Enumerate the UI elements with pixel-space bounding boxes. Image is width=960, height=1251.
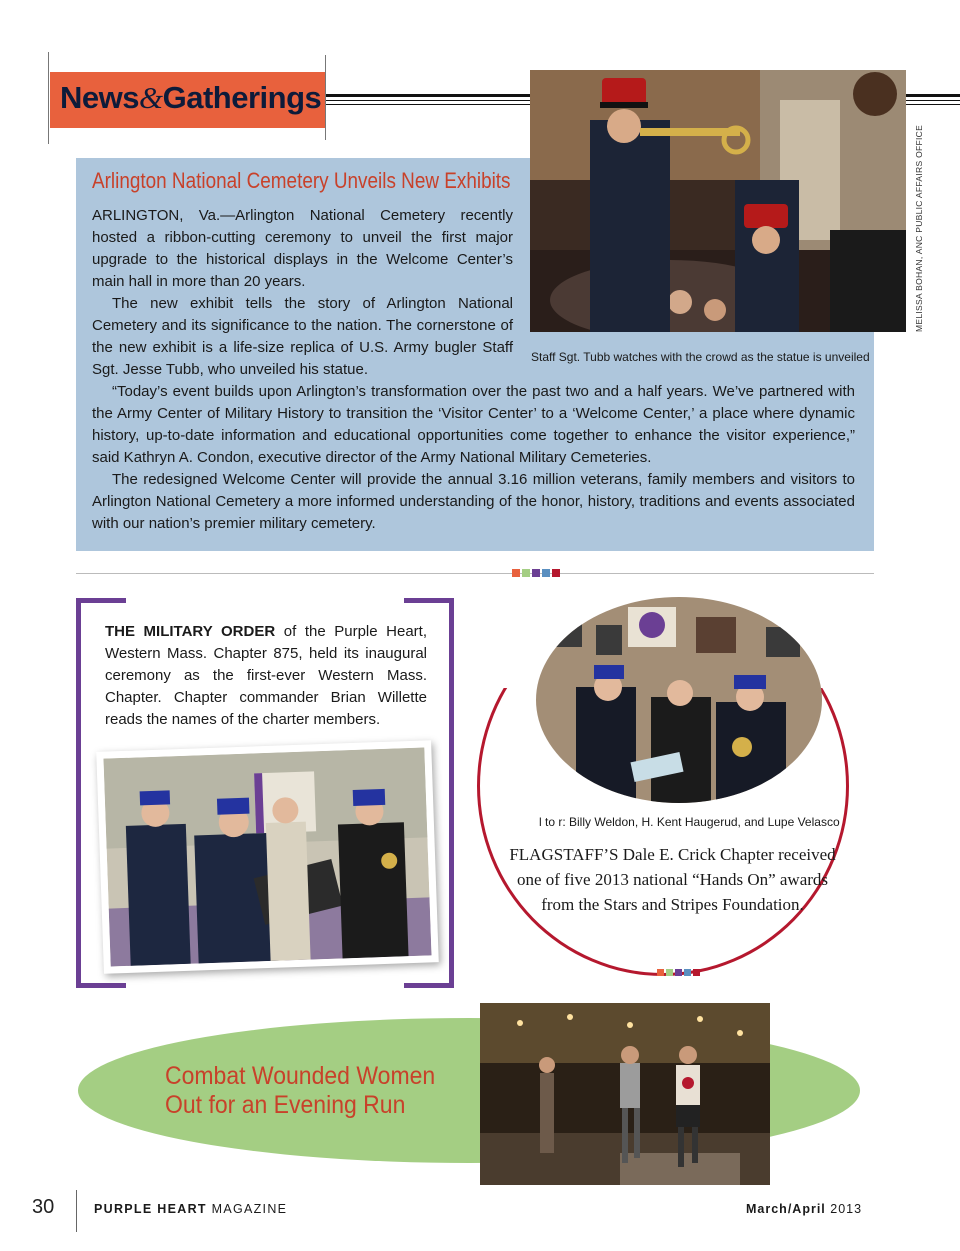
page-number: 30	[32, 1196, 55, 1218]
issue-date	[746, 1202, 862, 1216]
evening-run-title-line1: Combat Wounded Women	[165, 1062, 436, 1090]
photo-credit-text: MELISSA BOHAN, ANC PUBLIC AFFAIRS OFFICE	[914, 124, 924, 332]
issue-year: 2013	[830, 1202, 863, 1216]
award-check-photo	[536, 597, 822, 803]
article-flagstaff-lead: FLAGSTAFF’S	[509, 845, 619, 864]
footer-divider	[76, 1190, 77, 1232]
bugler-photo	[530, 70, 906, 332]
article-arlington-paragraph: ARLINGTON, Va.—Arlington National Cemetery recently hosted a ribbon-cutting ceremony to unveil the first major upgrade to the historical displays in the Welcome Center’s main hall in more than 20 years.	[92, 207, 513, 290]
evening-run-photo	[480, 1003, 770, 1185]
issue-month: March/April	[746, 1202, 826, 1216]
section-divider	[76, 573, 874, 574]
divider-color-squares	[512, 569, 560, 577]
header-left-rule	[48, 52, 49, 144]
header-right-tick	[325, 55, 326, 140]
section-title-amp: &	[138, 80, 163, 115]
article-flagstaff-body: Dale E. Crick Chapter received one of five 2013 national “Hands On” awards from the Stars and Stripes Foundation.	[516, 845, 836, 914]
charter-ceremony-photo	[96, 740, 439, 974]
section-title-word2: Gatherings	[162, 80, 322, 115]
magazine-name	[94, 1202, 287, 1216]
article-arlington-title: Arlington National Cemetery Unveils New Exhibits	[92, 168, 511, 193]
magazine-name-rest: MAGAZINE	[206, 1202, 288, 1216]
article-western-mass-body: of the Purple Heart, Western Mass. Chapter 875, held its inaugural ceremony as the first-ever Western Mass. Chapter. Chapter commander Brian Willette reads the names of the charter members.	[105, 623, 427, 728]
evening-run-title-line2: Out for an Evening Run	[165, 1091, 406, 1119]
magazine-name-bold: PURPLE HEART	[94, 1202, 207, 1216]
section-title	[60, 80, 321, 116]
article-arlington-paragraph: The new exhibit tells the story of Arlington National Cemetery and its significance to the nation. The cornerstone of the new exhibit is a life-size replica of U.S. Army bugler Staff Sgt. Jesse Tubb, who unveiled his statue.	[92, 295, 513, 378]
circle-color-squares	[657, 969, 700, 977]
article-western-mass-text	[105, 621, 427, 731]
award-photo-caption: l to r: Billy Weldon, H. Kent Haugerud, and Lupe Velasco	[539, 815, 840, 829]
article-arlington-paragraph: The redesigned Welcome Center will provide the annual 3.16 million veterans, family members and visitors to Arlington National Cemetery a more informed understanding of the honor, history, traditions and events associated with our nation’s premier military cemetery.	[92, 471, 855, 532]
article-arlington-paragraph: “Today’s event builds upon Arlington’s transformation over the past two and a half years. We’ve partnered with the Army Center of Military History to transition the ‘Visitor Center’ to a ‘Welcome Center,’ a place where dynamic history, up-to-date information and educational opportunities come together to enhance the visitor experience,” said Kathryn A. Condon, executive director of the Army National Military Cemeteries.	[92, 383, 855, 466]
evening-run-title	[165, 1062, 435, 1120]
article-western-mass-lead: THE MILITARY ORDER	[105, 623, 276, 640]
section-title-word1: News	[60, 80, 139, 115]
bugler-photo-caption: Staff Sgt. Tubb watches with the crowd as the statue is unveiled	[531, 350, 870, 364]
article-flagstaff-text	[500, 842, 845, 917]
